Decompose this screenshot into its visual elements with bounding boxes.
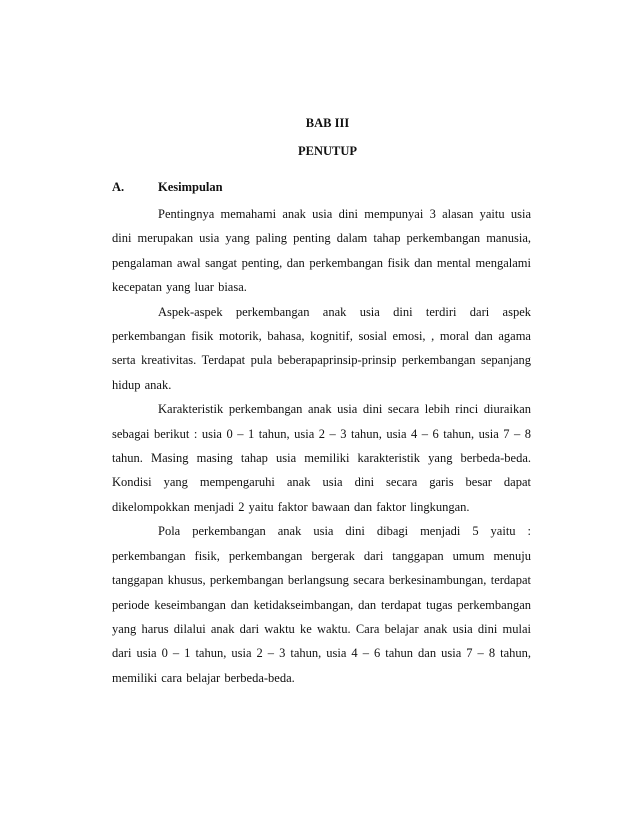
chapter-number: BAB III (305, 116, 350, 130)
section-letter: A. (112, 180, 125, 194)
section-heading (112, 180, 532, 195)
section-title: Kesimpulan (158, 180, 223, 194)
paragraph-1: Pentingnya memahami anak usia dini mempunyai 3 alasan yaitu usia dini merupakan usia yang paling penting dalam tahap perkembangan manusia, pengalaman awal sangat penting, dan perkembangan fisik dan mental mengalami kecepatan yang luar biasa. (112, 207, 531, 295)
paragraph-4: Pola perkembangan anak usia dini dibagi menjadi 5 yaitu : perkembangan fisik, perkembangan bergerak dari tanggapan umum menuju tanggapan khusus, perkembangan berlangsung secara berkesinambungan, terdapat periode keseimbangan dan ketidakseimbangan, dan terdapat tugas perkembangan yang harus dilalui anak dari waktu ke waktu. Cara belajar anak usia dini mulai dari usia 0 – 1 tahun, usia 2 – 3 tahun, usia 4 – 6 tahun dan usia 7 – 8 tahun, memiliki cara belajar berbeda-beda. (112, 524, 531, 685)
paragraph-3: Karakteristik perkembangan anak usia dini secara lebih rinci diuraikan sebagai berikut : usia 0 – 1 tahun, usia 2 – 3 tahun, usia 4 – 6 tahun, usia 7 – 8 tahun. Masing masing tahap usia memiliki karakteristik yang berbeda-beda. Kondisi yang mempengaruhi anak usia dini secara garis besar dapat dikelompokkan menjadi 2 yaitu faktor bawaan dan faktor lingkungan. (112, 402, 531, 514)
chapter-title: PENUTUP (297, 144, 358, 158)
body-text (112, 202, 531, 690)
paragraph-2: Aspek-aspek perkembangan anak usia dini terdiri dari aspek perkembangan fisik motorik, bahasa, kognitif, sosial emosi, , moral dan agama serta kreativitas. Terdapat pula beberapaprinsip-prinsip perkembangan sepanjang hidup anak. (112, 304, 531, 392)
